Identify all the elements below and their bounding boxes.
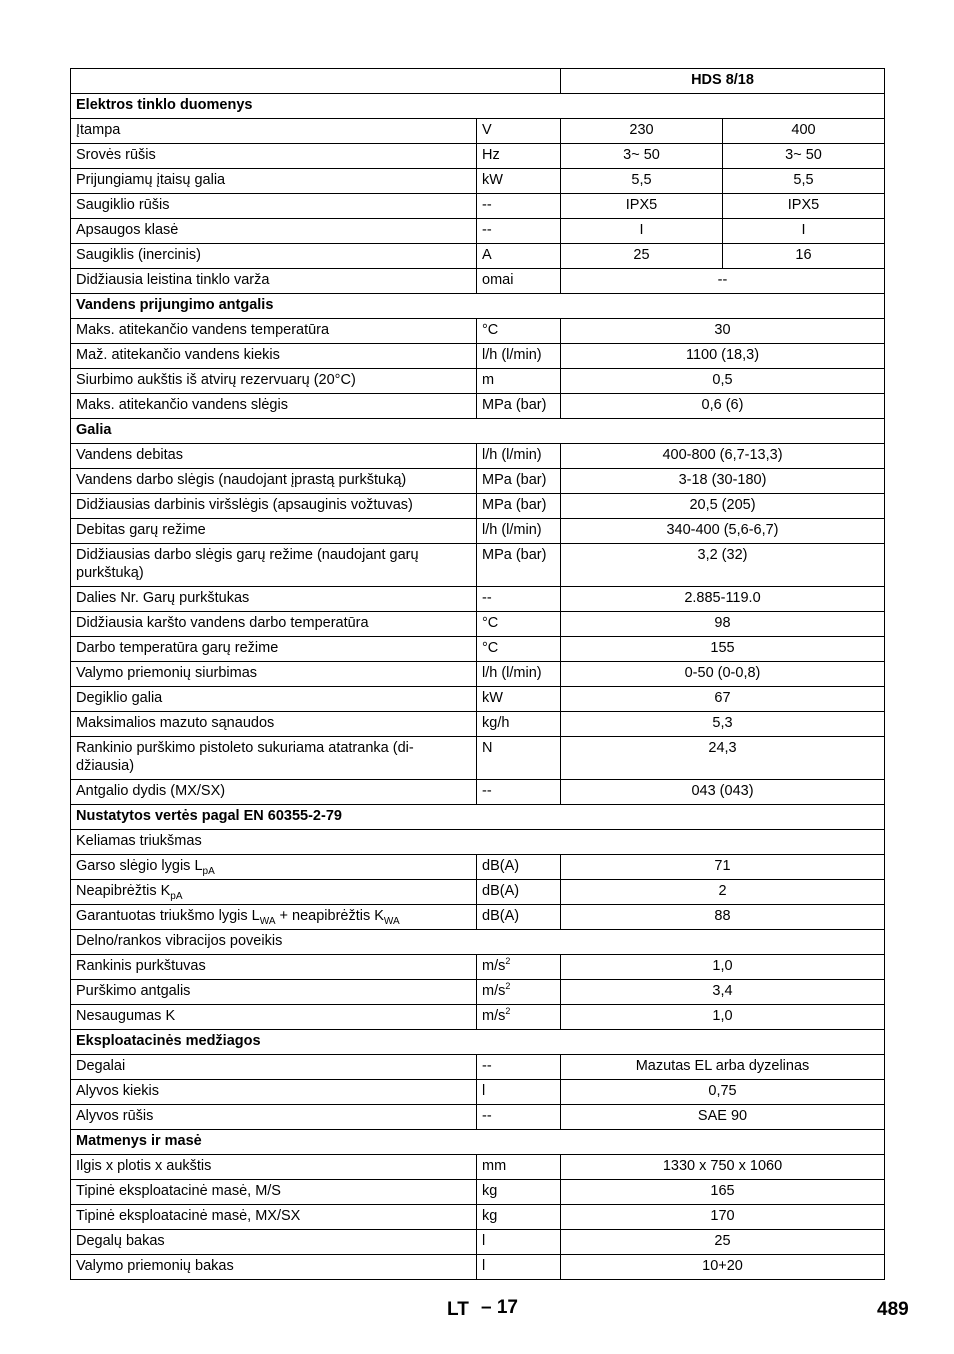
unit-text: l [482, 1233, 486, 1249]
param-label [71, 1005, 477, 1030]
table-row [71, 394, 885, 419]
unit-text: MPa (bar) [482, 472, 547, 488]
unit-text: -- [482, 1058, 492, 1074]
param-value: 3-18 (30-180) [561, 469, 885, 494]
param-label [71, 1055, 477, 1080]
table-row [71, 612, 885, 637]
unit-text: m [482, 372, 495, 388]
table-row [71, 662, 885, 687]
param-label [71, 712, 477, 737]
param-label-text: Darbo temperatūra garų režime [76, 640, 279, 656]
param-label [71, 905, 477, 930]
param-label-text: Tipinė eksploatacinė masė, M/S [76, 1183, 281, 1199]
param-label [71, 219, 477, 244]
param-label-text: Antgalio dydis (MX/SX) [76, 783, 226, 799]
table-row [71, 1080, 885, 1105]
param-value: 1,0 [561, 1005, 885, 1030]
table-row [71, 1255, 885, 1280]
table-row [71, 469, 885, 494]
unit-text: l/h (l/min) [482, 522, 542, 538]
footer-page-marker: – 17 [481, 1297, 518, 1318]
param-value: 170 [561, 1205, 885, 1230]
section-header-row [71, 1030, 885, 1055]
subsection-title: Keliamas triukšmas [71, 830, 885, 855]
param-label-text: Siurbimo aukštis iš atvirų rezervuarų (20°C) [76, 372, 356, 388]
unit-text: -- [482, 1108, 492, 1124]
unit-superscript: 2 [505, 956, 511, 967]
param-label-text: Nesaugumas K [76, 1008, 176, 1024]
label-subscript: WA [383, 915, 400, 927]
param-unit [477, 444, 561, 469]
header-blank-cell [71, 69, 561, 94]
param-unit [477, 144, 561, 169]
param-unit [477, 269, 561, 294]
table-row [71, 637, 885, 662]
table-row [71, 880, 885, 905]
param-label-text: Degalų bakas [76, 1233, 165, 1249]
param-unit [477, 1080, 561, 1105]
table-row [71, 905, 885, 930]
param-label-text: Rankinio purškimo pistoleto sukuriama atatranka (di- džiausia) [76, 740, 414, 774]
param-label-text: Maž. atitekančio vandens kiekis [76, 347, 280, 363]
param-label-text: Prijungiamų įtaisų galia [76, 172, 226, 188]
table-row [71, 1180, 885, 1205]
param-label [71, 980, 477, 1005]
param-label [71, 469, 477, 494]
table-row [71, 1105, 885, 1130]
param-value: 10+20 [561, 1255, 885, 1280]
unit-text: l/h (l/min) [482, 665, 542, 681]
param-label-text: Purškimo antgalis [76, 983, 191, 999]
param-label-text: Dalies Nr. Garų purkštukas [76, 590, 250, 606]
unit-text: l [482, 1083, 486, 1099]
param-label-text: Degalai [76, 1058, 126, 1074]
param-label [71, 687, 477, 712]
param-value: 0,6 (6) [561, 394, 885, 419]
value-230v: 5,5 [561, 169, 723, 194]
param-label [71, 1255, 477, 1280]
unit-text: °C [482, 640, 499, 656]
param-value: 165 [561, 1180, 885, 1205]
param-label-text: Neapibrėžtis K [76, 883, 171, 899]
param-label-text: Didžiausias darbinis viršslėgis (apsauginis vožtuvas) [76, 497, 413, 513]
param-value: 30 [561, 319, 885, 344]
param-unit [477, 1180, 561, 1205]
param-label-text: Didžiausia karšto vandens darbo temperatūra [76, 615, 369, 631]
param-label [71, 444, 477, 469]
param-label-text: Alyvos rūšis [76, 1108, 154, 1124]
param-unit [477, 905, 561, 930]
param-label-text: Didžiausia leistina tinklo varža [76, 272, 270, 288]
subsection-title: Delno/rankos vibracijos poveikis [71, 930, 885, 955]
unit-text: -- [482, 590, 492, 606]
param-label [71, 587, 477, 612]
param-value: 71 [561, 855, 885, 880]
param-label-text: Rankinis purkštuvas [76, 958, 206, 974]
param-value: 0,5 [561, 369, 885, 394]
param-unit [477, 1205, 561, 1230]
table-row [71, 269, 885, 294]
section-title: Eksploatacinės medžiagos [71, 1030, 885, 1055]
param-unit [477, 955, 561, 980]
param-label-text: Didžiausias darbo slėgis garų režime (naudojant garų purkštuką) [76, 547, 419, 581]
param-unit [477, 612, 561, 637]
param-label [71, 1105, 477, 1130]
param-unit [477, 494, 561, 519]
param-label-text: Valymo priemonių bakas [76, 1258, 234, 1274]
unit-text: MPa (bar) [482, 397, 547, 413]
param-unit [477, 394, 561, 419]
param-unit [477, 369, 561, 394]
unit-text: dB(A) [482, 883, 520, 899]
param-label [71, 244, 477, 269]
param-unit [477, 1055, 561, 1080]
value-400v: 5,5 [723, 169, 885, 194]
param-label [71, 369, 477, 394]
param-label-text: Alyvos kiekis [76, 1083, 159, 1099]
param-label [71, 319, 477, 344]
value-230v: 230 [561, 119, 723, 144]
param-label [71, 344, 477, 369]
unit-text: dB(A) [482, 858, 520, 874]
param-unit [477, 244, 561, 269]
param-label-text: Įtampa [76, 122, 121, 138]
param-unit [477, 880, 561, 905]
section-header-row [71, 294, 885, 319]
unit-text: l/h (l/min) [482, 347, 542, 363]
section-title: Elektros tinklo duomenys [71, 94, 885, 119]
table-row [71, 194, 885, 219]
unit-text: m/s [482, 983, 506, 999]
param-value: SAE 90 [561, 1105, 885, 1130]
section-title: Galia [71, 419, 885, 444]
param-value: Mazutas EL arba dyzelinas [561, 1055, 885, 1080]
param-unit [477, 1255, 561, 1280]
param-label [71, 855, 477, 880]
unit-text: -- [482, 783, 492, 799]
param-label-text: Garantuotas triukšmo lygis L [76, 908, 260, 924]
param-label [71, 1155, 477, 1180]
param-unit [477, 469, 561, 494]
unit-text: Hz [482, 147, 500, 163]
unit-text: kg [482, 1208, 498, 1224]
param-value: 2.885-119.0 [561, 587, 885, 612]
param-unit [477, 344, 561, 369]
unit-text: l/h (l/min) [482, 447, 542, 463]
param-value: 3,2 (32) [561, 544, 885, 587]
table-row [71, 244, 885, 269]
param-unit [477, 587, 561, 612]
param-label [71, 144, 477, 169]
param-value: 67 [561, 687, 885, 712]
param-label [71, 194, 477, 219]
param-unit [477, 1105, 561, 1130]
table-row [71, 737, 885, 780]
section-title: Nustatytos vertės pagal EN 60355-2-79 [71, 805, 885, 830]
param-unit [477, 1005, 561, 1030]
param-value: 1,0 [561, 955, 885, 980]
unit-text: -- [482, 222, 492, 238]
param-label [71, 1205, 477, 1230]
table-row [71, 444, 885, 469]
param-unit [477, 980, 561, 1005]
param-unit [477, 1230, 561, 1255]
param-label-text: Ilgis x plotis x aukštis [76, 1158, 212, 1174]
param-label-text: Tipinė eksploatacinė masė, MX/SX [76, 1208, 301, 1224]
param-label-text: Garso slėgio lygis L [76, 858, 203, 874]
table-row [71, 369, 885, 394]
param-label [71, 737, 477, 780]
param-label [71, 612, 477, 637]
param-label [71, 1230, 477, 1255]
model-name: HDS 8/18 [561, 69, 885, 94]
table-row [71, 544, 885, 587]
param-label-text: Saugiklio rūšis [76, 197, 170, 213]
table-row [71, 144, 885, 169]
param-value: 1330 x 750 x 1060 [561, 1155, 885, 1180]
param-value: 1100 (18,3) [561, 344, 885, 369]
unit-text: °C [482, 615, 499, 631]
unit-text: kg [482, 1183, 498, 1199]
table-header-row [71, 69, 885, 94]
param-value: 340-400 (5,6-6,7) [561, 519, 885, 544]
param-label-text: Srovės rūšis [76, 147, 156, 163]
param-unit [477, 219, 561, 244]
param-unit [477, 780, 561, 805]
param-label-text: Vandens debitas [76, 447, 183, 463]
table-row [71, 1155, 885, 1180]
label-subscript: pA [170, 890, 183, 902]
param-value: 88 [561, 905, 885, 930]
param-label-text: Valymo priemonių siurbimas [76, 665, 258, 681]
section-title: Matmenys ir masė [71, 1130, 885, 1155]
unit-text: m/s [482, 958, 506, 974]
value-230v: I [561, 219, 723, 244]
param-unit [477, 519, 561, 544]
param-value: 0,75 [561, 1080, 885, 1105]
table-row [71, 219, 885, 244]
table-row [71, 955, 885, 980]
param-unit [477, 737, 561, 780]
param-label [71, 1180, 477, 1205]
unit-text: N [482, 740, 493, 756]
label-subscript: pA [202, 865, 215, 877]
label-subscript: WA [259, 915, 276, 927]
table-row [71, 687, 885, 712]
section-header-row [71, 419, 885, 444]
section-title: Vandens prijungimo antgalis [71, 294, 885, 319]
param-label-text: Maksimalios mazuto sąnaudos [76, 715, 275, 731]
param-value: 155 [561, 637, 885, 662]
param-label [71, 662, 477, 687]
table-row [71, 344, 885, 369]
table-row [71, 519, 885, 544]
value-400v: I [723, 219, 885, 244]
param-value: -- [561, 269, 885, 294]
subsection-row [71, 830, 885, 855]
param-unit [477, 1155, 561, 1180]
value-230v: 3~ 50 [561, 144, 723, 169]
table-row [71, 169, 885, 194]
unit-text: °C [482, 322, 499, 338]
table-row [71, 494, 885, 519]
unit-text: A [482, 247, 492, 263]
footer-language: LT [447, 1299, 469, 1320]
value-230v: IPX5 [561, 194, 723, 219]
param-unit [477, 169, 561, 194]
unit-superscript: 2 [505, 981, 511, 992]
section-header-row [71, 94, 885, 119]
param-unit [477, 544, 561, 587]
section-header-row [71, 1130, 885, 1155]
unit-text: kg/h [482, 715, 510, 731]
param-label [71, 780, 477, 805]
param-unit [477, 712, 561, 737]
param-label [71, 519, 477, 544]
param-label [71, 637, 477, 662]
param-label-text: Maks. atitekančio vandens slėgis [76, 397, 288, 413]
value-400v: 3~ 50 [723, 144, 885, 169]
param-value: 3,4 [561, 980, 885, 1005]
value-400v: 400 [723, 119, 885, 144]
param-label [71, 880, 477, 905]
footer-page-number: 489 [877, 1299, 909, 1320]
param-value: 0-50 (0-0,8) [561, 662, 885, 687]
unit-text: l [482, 1258, 486, 1274]
param-label-text: Apsaugos klasė [76, 222, 179, 238]
param-value: 043 (043) [561, 780, 885, 805]
table-row [71, 1230, 885, 1255]
table-row [71, 855, 885, 880]
param-label-text: + neapibrėžtis K [275, 908, 384, 924]
section-header-row [71, 805, 885, 830]
param-value: 24,3 [561, 737, 885, 780]
param-label [71, 119, 477, 144]
param-label [71, 955, 477, 980]
param-unit [477, 687, 561, 712]
table-row [71, 119, 885, 144]
value-400v: 16 [723, 244, 885, 269]
technical-data-table [70, 68, 885, 1280]
param-label-text: Vandens darbo slėgis (naudojant įprastą purkštuką) [76, 472, 407, 488]
unit-text: V [482, 122, 492, 138]
unit-text: MPa (bar) [482, 547, 547, 563]
param-label [71, 544, 477, 587]
table-row [71, 712, 885, 737]
unit-text: kW [482, 690, 503, 706]
param-unit [477, 194, 561, 219]
param-label-text: Saugiklis (inercinis) [76, 247, 201, 263]
param-label-text: Maks. atitekančio vandens temperatūra [76, 322, 330, 338]
param-unit [477, 855, 561, 880]
param-label [71, 1080, 477, 1105]
unit-text: mm [482, 1158, 507, 1174]
table-row [71, 1205, 885, 1230]
param-unit [477, 319, 561, 344]
param-value: 5,3 [561, 712, 885, 737]
value-230v: 25 [561, 244, 723, 269]
table-row [71, 1005, 885, 1030]
param-value: 20,5 (205) [561, 494, 885, 519]
param-label [71, 494, 477, 519]
param-label [71, 169, 477, 194]
unit-text: MPa (bar) [482, 497, 547, 513]
param-value: 98 [561, 612, 885, 637]
param-unit [477, 119, 561, 144]
param-value: 25 [561, 1230, 885, 1255]
unit-text: m/s [482, 1008, 506, 1024]
unit-superscript: 2 [505, 1006, 511, 1017]
param-unit [477, 662, 561, 687]
table-row [71, 319, 885, 344]
param-label [71, 269, 477, 294]
param-label-text: Debitas garų režime [76, 522, 206, 538]
value-400v: IPX5 [723, 194, 885, 219]
param-value: 2 [561, 880, 885, 905]
table-row [71, 780, 885, 805]
param-label-text: Degiklio galia [76, 690, 163, 706]
param-value: 400-800 (6,7-13,3) [561, 444, 885, 469]
param-unit [477, 637, 561, 662]
unit-text: -- [482, 197, 492, 213]
table-row [71, 980, 885, 1005]
subsection-row [71, 930, 885, 955]
unit-text: omai [482, 272, 514, 288]
table-row [71, 587, 885, 612]
param-label [71, 394, 477, 419]
unit-text: dB(A) [482, 908, 520, 924]
unit-text: kW [482, 172, 503, 188]
table-row [71, 1055, 885, 1080]
